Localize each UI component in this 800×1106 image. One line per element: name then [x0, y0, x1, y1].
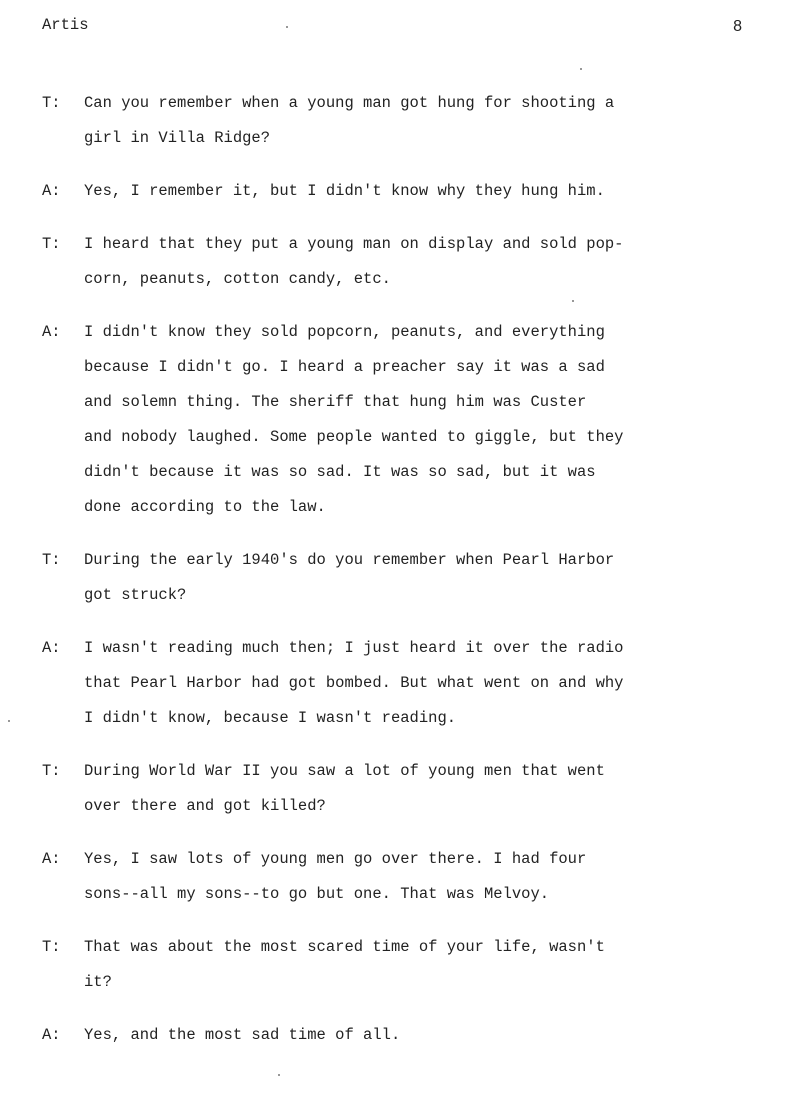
- speaker-label: A:: [42, 1026, 61, 1044]
- page-number: 8: [733, 18, 742, 35]
- speaker-label: A:: [42, 850, 61, 868]
- exchange: [42, 754, 722, 824]
- scan-speck: [8, 720, 10, 722]
- question-text: That was about the most scared time of your life, wasn't it?: [84, 938, 605, 991]
- exchange: [42, 930, 722, 1000]
- scan-speck: [580, 68, 582, 70]
- exchange: [42, 631, 722, 736]
- answer-text: Yes, I saw lots of young men go over there. I had four sons--all my sons--to go but one. That was Melvoy.: [84, 850, 587, 903]
- speaker-label: T:: [42, 94, 61, 112]
- question-text: During the early 1940's do you remember when Pearl Harbor got struck?: [84, 551, 615, 604]
- answer-text: I didn't know they sold popcorn, peanuts, and everything because I didn't go. I heard a preacher say it was a sad and solemn thing. The sheriff that hung him was Custer and nobody laughed. Some people wanted to giggle, but they didn't because it was so sad. It was so sad, but it was done according to the law.: [84, 323, 624, 516]
- question-text: I heard that they put a young man on display and sold pop- corn, peanuts, cotton candy, etc.: [84, 235, 624, 288]
- answer-text: Yes, and the most sad time of all.: [84, 1026, 401, 1044]
- exchange: [42, 543, 722, 613]
- question-text: During World War II you saw a lot of young men that went over there and got killed?: [84, 762, 605, 815]
- exchange: [42, 1018, 722, 1053]
- scan-speck: [278, 1074, 280, 1076]
- speaker-label: T:: [42, 762, 61, 780]
- scan-speck: [286, 26, 288, 28]
- interviewee-name: Artis: [42, 16, 89, 34]
- exchange: [42, 86, 722, 156]
- speaker-label: A:: [42, 323, 61, 341]
- question-text: Can you remember when a young man got hung for shooting a girl in Villa Ridge?: [84, 94, 615, 147]
- speaker-label: A:: [42, 182, 61, 200]
- exchange: [42, 174, 722, 209]
- exchange: [42, 227, 722, 297]
- speaker-label: T:: [42, 551, 61, 569]
- speaker-label: T:: [42, 938, 61, 956]
- exchange: [42, 842, 722, 912]
- exchange: [42, 315, 722, 525]
- page-header: [42, 16, 742, 40]
- speaker-label: A:: [42, 639, 61, 657]
- scan-speck: [572, 300, 574, 302]
- transcript: [42, 86, 722, 1053]
- answer-text: Yes, I remember it, but I didn't know why they hung him.: [84, 182, 605, 200]
- speaker-label: T:: [42, 235, 61, 253]
- answer-text: I wasn't reading much then; I just heard it over the radio that Pearl Harbor had got bombed. But what went on and why I didn't know, because I wasn't reading.: [84, 639, 624, 727]
